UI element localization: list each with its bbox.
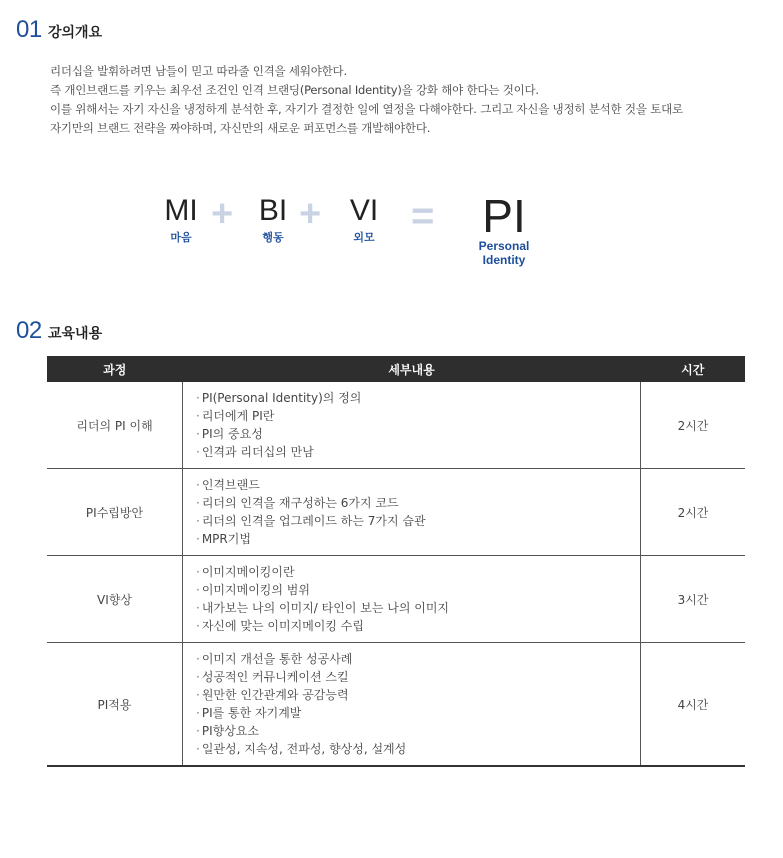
item-text: PI의 중요성 [201, 427, 263, 441]
list-item: · PI의 중요성 [196, 427, 263, 441]
item-text: 성공적인 커뮤니케이션 스킬 [201, 670, 349, 684]
list-item: · PI향상요소 [196, 724, 259, 738]
list-item: · 자신에 맞는 이미지메이킹 수립 [196, 619, 364, 633]
term-abbr: BI [258, 194, 288, 227]
detail-list [196, 389, 640, 461]
detail-list [196, 563, 640, 635]
details-cell [183, 643, 641, 767]
table-row [47, 556, 745, 643]
item-text: 내가보는 나의 이미지/ 타인이 보는 나의 이미지 [201, 601, 450, 615]
plus-operator: + [299, 193, 322, 235]
item-text: 일관성, 지속성, 전파성, 향상성, 설계성 [201, 742, 407, 756]
list-item: · 원만한 인간관계와 공감능력 [196, 688, 349, 702]
column-header-course: 과정 [47, 356, 183, 382]
details-cell [183, 382, 641, 469]
item-text: 이미지메이킹의 범위 [201, 583, 310, 597]
term-abbr: PI [482, 190, 526, 242]
formula-term-mi [162, 196, 200, 245]
term-label: Personal Identity [478, 239, 530, 267]
term-abbr: VI [349, 194, 379, 227]
item-text: PI(Personal Identity)의 정의 [201, 391, 362, 405]
time-cell: 4시간 [641, 643, 746, 767]
term-label: 마음 [170, 231, 192, 244]
pi-formula [0, 0, 783, 267]
list-item: · 리더의 인격을 재구성하는 6가지 코드 [196, 496, 399, 510]
table-row [47, 469, 745, 556]
curriculum-table [47, 356, 745, 767]
formula-term-vi [346, 196, 382, 245]
list-item: · 성공적인 커뮤니케이션 스킬 [196, 670, 349, 684]
section-title: 강의개요 [48, 25, 103, 41]
list-item: · PI(Personal Identity)의 정의 [196, 391, 362, 405]
time-cell: 2시간 [641, 382, 746, 469]
item-text: 이미지메이킹이란 [201, 565, 295, 579]
item-text: 리더의 인격을 재구성하는 6가지 코드 [201, 496, 399, 510]
list-item: · 일관성, 지속성, 전파성, 향상성, 설계성 [196, 742, 407, 756]
section-title: 교육내용 [48, 326, 103, 342]
course-cell: VI향상 [47, 556, 183, 643]
list-item: · 이미지메이킹이란 [196, 565, 295, 579]
item-text: 이미지 개선을 통한 성공사례 [201, 652, 353, 666]
list-item: · PI를 통한 자기계발 [196, 706, 302, 720]
item-text: 리더의 인격을 업그레이드 하는 7가지 습관 [201, 514, 426, 528]
equals-operator: = [411, 194, 435, 238]
list-item: · 인격과 리더십의 만남 [196, 445, 314, 459]
section-header-curriculum [16, 317, 102, 345]
detail-list [196, 476, 640, 548]
item-text: MPR기법 [201, 532, 251, 546]
time-cell: 3시간 [641, 556, 746, 643]
term-abbr: MI [164, 194, 198, 227]
term-label: 행동 [262, 231, 284, 244]
item-text: 인격과 리더십의 만남 [201, 445, 314, 459]
column-header-details: 세부내용 [183, 356, 641, 382]
plus-operator: + [211, 193, 234, 235]
list-item: · 리더에게 PI란 [196, 409, 275, 423]
list-item: · 이미지 개선을 통한 성공사례 [196, 652, 353, 666]
section-number: 02 [16, 317, 42, 344]
course-cell: PI적용 [47, 643, 183, 767]
time-cell: 2시간 [641, 469, 746, 556]
item-text: 인격브랜드 [201, 478, 260, 492]
section-number: 01 [16, 16, 42, 43]
course-cell: PI수립방안 [47, 469, 183, 556]
table-header-row [47, 356, 745, 382]
list-item: · MPR기법 [196, 532, 251, 546]
item-text: 리더에게 PI란 [201, 409, 275, 423]
list-item: · 인격브랜드 [196, 478, 260, 492]
detail-list [196, 650, 640, 758]
list-item: · 리더의 인격을 업그레이드 하는 7가지 습관 [196, 514, 426, 528]
item-text: PI를 통한 자기계발 [201, 706, 302, 720]
column-header-time: 시간 [641, 356, 746, 382]
details-cell [183, 469, 641, 556]
item-text: PI향상요소 [201, 724, 259, 738]
overview-line: 이를 위해서는 자기 자신을 냉정하게 분석한 후, 자기가 결정한 일에 열정을 다해야한다. 그리고 자신을 냉정히 분석한 것을 토대로 [50, 102, 683, 116]
table-row [47, 643, 745, 767]
details-cell [183, 556, 641, 643]
item-text: 자신에 맞는 이미지메이킹 수립 [201, 619, 364, 633]
table-row [47, 382, 745, 469]
list-item: · 이미지메이킹의 범위 [196, 583, 310, 597]
formula-term-pi [456, 190, 552, 267]
formula-term-bi [254, 196, 292, 245]
term-label: 외모 [353, 231, 375, 244]
course-cell: 리더의 PI 이해 [47, 382, 183, 469]
overview-line: 즉 개인브랜드를 키우는 최우선 조건인 인격 브랜딩(Personal Identity)을 강화 해야 한다는 것이다. [50, 83, 539, 97]
item-text: 원만한 인간관계와 공감능력 [201, 688, 349, 702]
list-item: · 내가보는 나의 이미지/ 타인이 보는 나의 이미지 [196, 601, 450, 615]
overview-line: 자기만의 브랜드 전략을 짜야하며, 자신만의 새로운 퍼포먼스를 개발해야한다. [50, 121, 431, 135]
overview-line: 리더십을 발휘하려면 남들이 믿고 따라줄 인격을 세워야한다. [50, 64, 347, 78]
